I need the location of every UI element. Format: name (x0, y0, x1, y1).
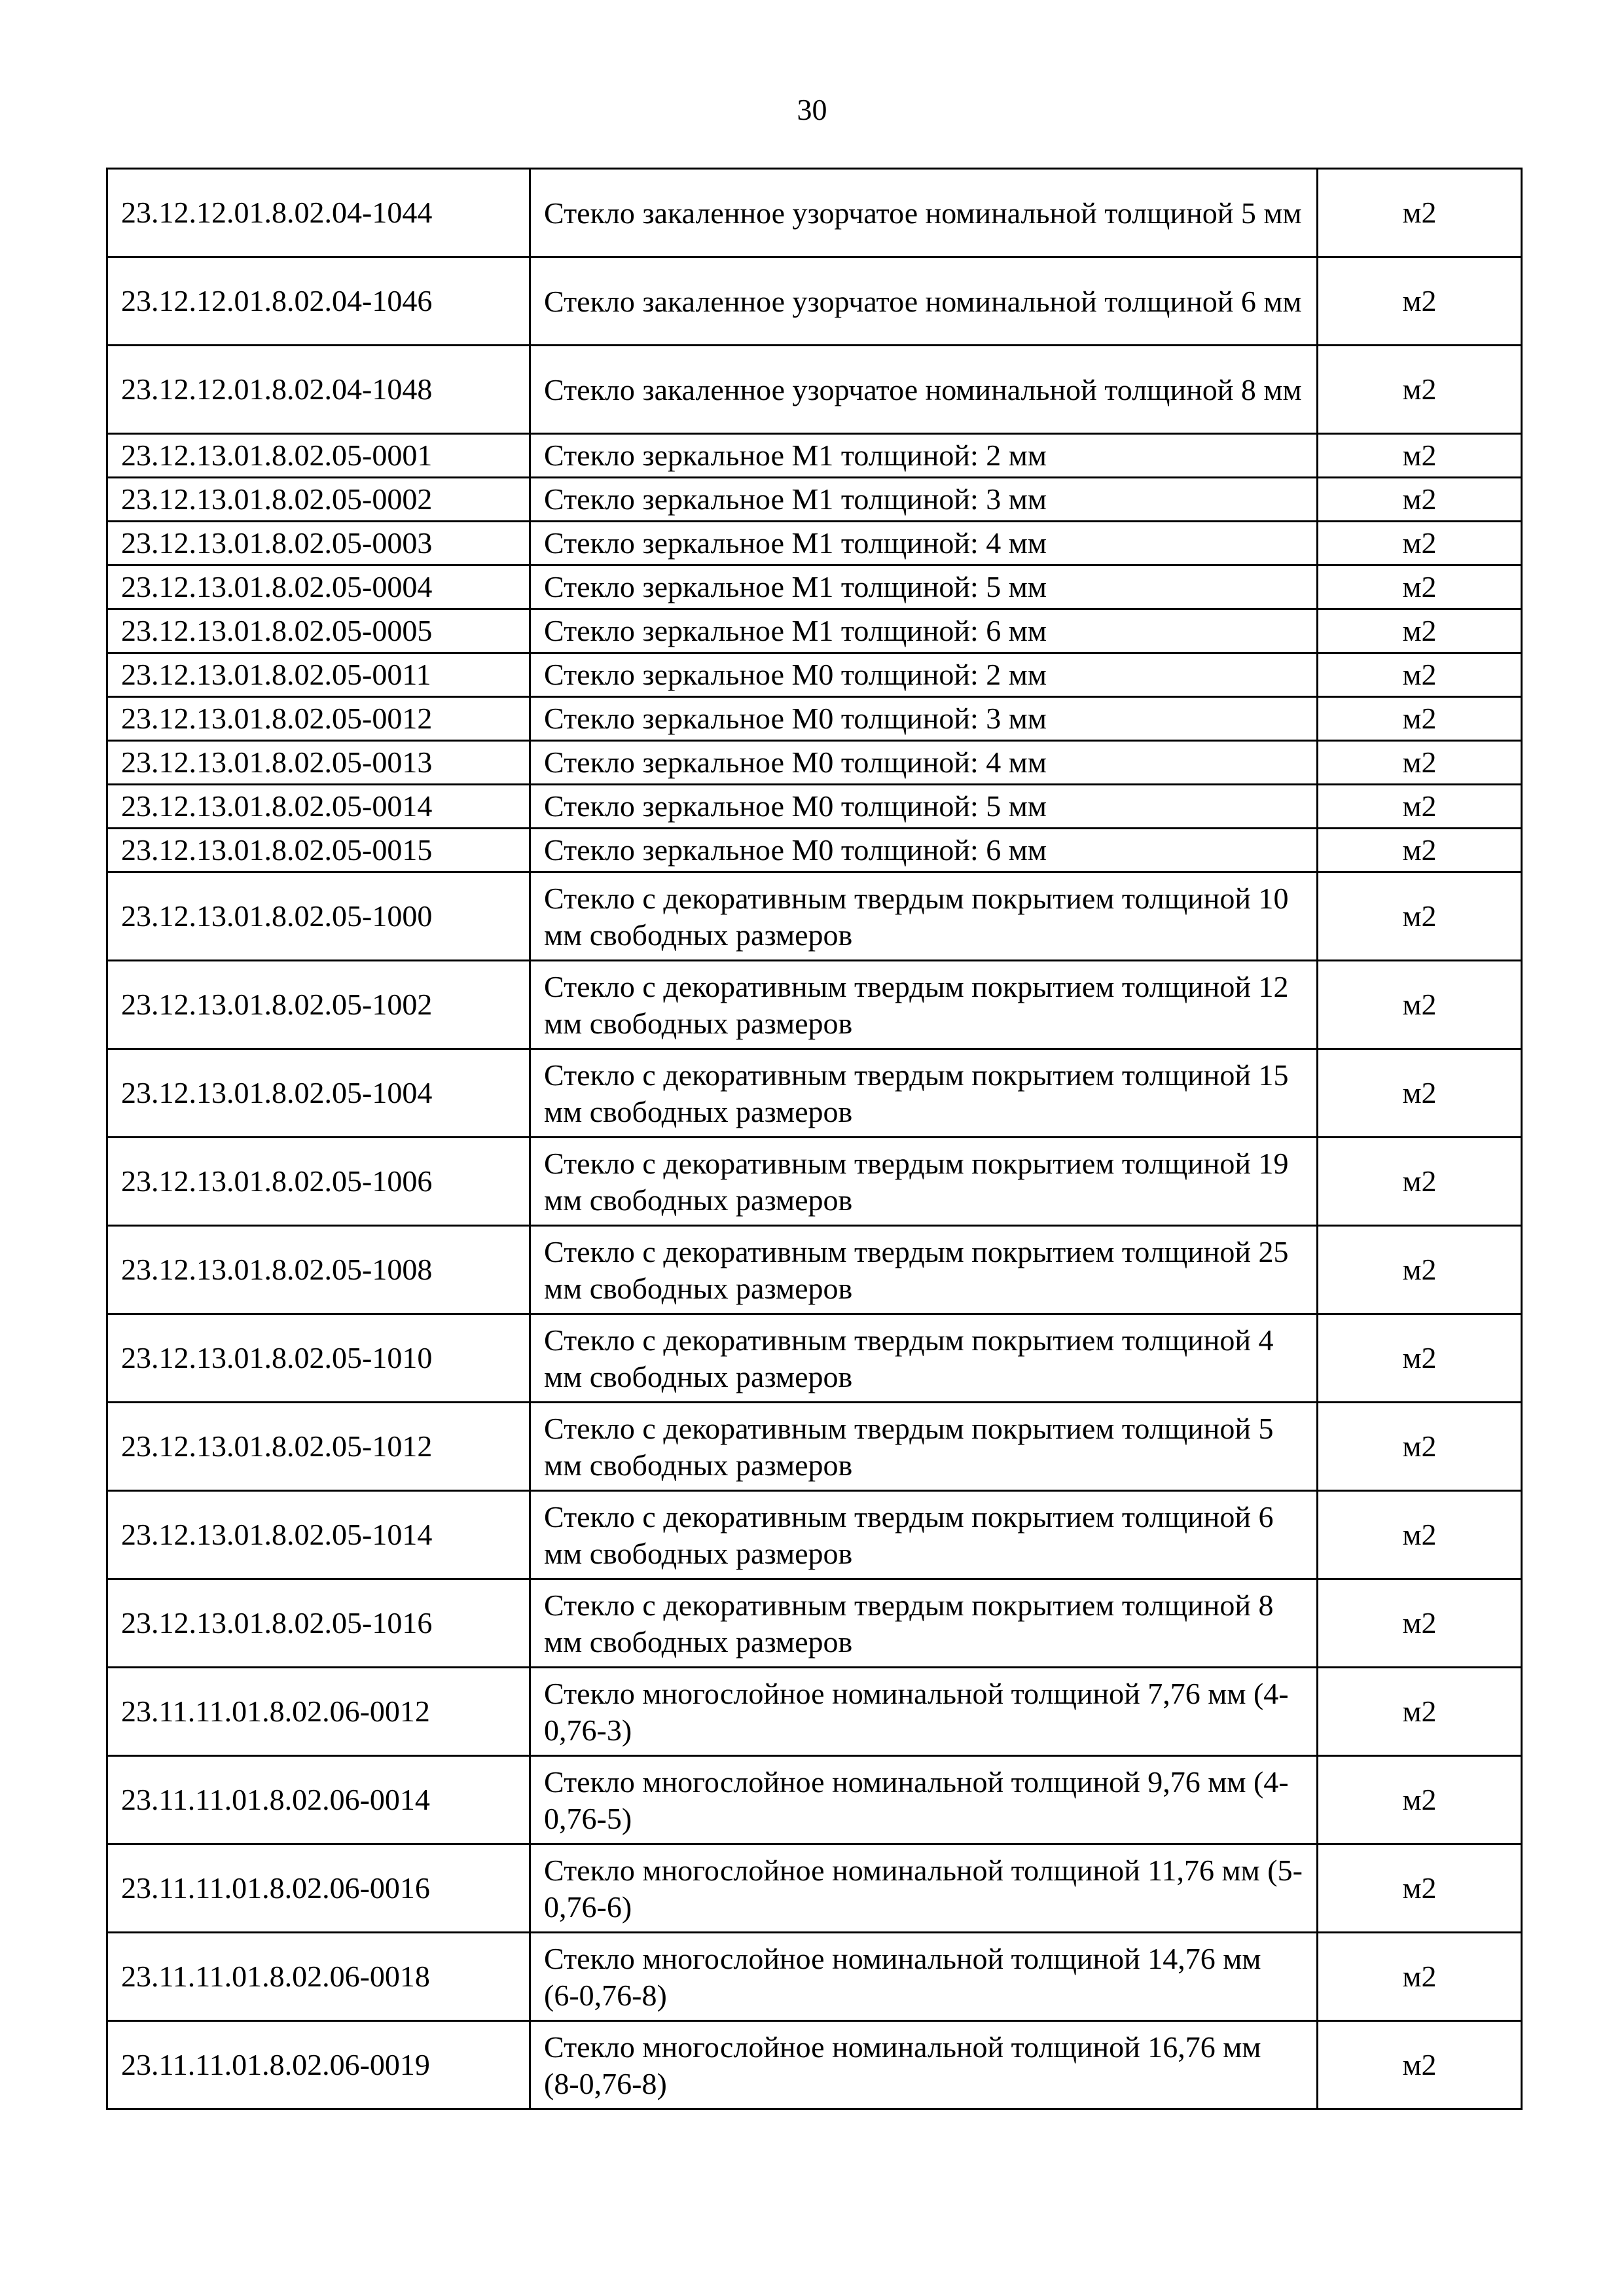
row-name: Стекло с декоративным твердым покрытием толщиной 15 мм свободных размеров (530, 1049, 1318, 1138)
row-unit: м2 (1318, 478, 1522, 522)
table-row (107, 346, 1522, 434)
row-name: Стекло зеркальное М1 толщиной: 5 мм (530, 565, 1318, 609)
table-row (107, 1226, 1522, 1314)
row-code: 23.11.11.01.8.02.06-0018 (107, 1933, 530, 2021)
row-name: Стекло многослойное номинальной толщиной 7,76 мм (4-0,76-3) (530, 1668, 1318, 1756)
row-name: Стекло с декоративным твердым покрытием толщиной 10 мм свободных размеров (530, 872, 1318, 961)
row-name: Стекло зеркальное М0 толщиной: 5 мм (530, 785, 1318, 829)
row-unit: м2 (1318, 169, 1522, 257)
row-name: Стекло закаленное узорчатое номинальной толщиной 8 мм (530, 346, 1318, 434)
table-row (107, 653, 1522, 697)
row-name: Стекло зеркальное М1 толщиной: 3 мм (530, 478, 1318, 522)
table-row (107, 1756, 1522, 1844)
row-name: Стекло многослойное номинальной толщиной 16,76 мм (8-0,76-8) (530, 2021, 1318, 2109)
row-unit: м2 (1318, 1138, 1522, 1226)
row-code: 23.12.12.01.8.02.04-1048 (107, 346, 530, 434)
page-number: 30 (797, 93, 827, 126)
row-code: 23.12.13.01.8.02.05-1004 (107, 1049, 530, 1138)
row-name: Стекло с декоративным твердым покрытием толщиной 12 мм свободных размеров (530, 961, 1318, 1049)
row-code: 23.12.13.01.8.02.05-1002 (107, 961, 530, 1049)
table-row (107, 1844, 1522, 1933)
row-unit: м2 (1318, 346, 1522, 434)
row-unit: м2 (1318, 1226, 1522, 1314)
row-unit: м2 (1318, 1491, 1522, 1579)
table-row (107, 565, 1522, 609)
row-code: 23.11.11.01.8.02.06-0016 (107, 1844, 530, 1933)
row-name: Стекло многослойное номинальной толщиной 14,76 мм (6-0,76-8) (530, 1933, 1318, 2021)
table-row (107, 2021, 1522, 2109)
row-name: Стекло закаленное узорчатое номинальной толщиной 6 мм (530, 257, 1318, 346)
table-row (107, 522, 1522, 565)
row-code: 23.11.11.01.8.02.06-0019 (107, 2021, 530, 2109)
table-row (107, 1049, 1522, 1138)
table-row (107, 697, 1522, 741)
row-name: Стекло зеркальное М0 толщиной: 3 мм (530, 697, 1318, 741)
row-name: Стекло с декоративным твердым покрытием толщиной 5 мм свободных размеров (530, 1403, 1318, 1491)
table-row (107, 741, 1522, 785)
row-unit: м2 (1318, 741, 1522, 785)
row-unit: м2 (1318, 697, 1522, 741)
row-unit: м2 (1318, 872, 1522, 961)
table-row (107, 169, 1522, 257)
row-unit: м2 (1318, 257, 1522, 346)
row-code: 23.12.13.01.8.02.05-0002 (107, 478, 530, 522)
row-unit: м2 (1318, 653, 1522, 697)
row-unit: м2 (1318, 1403, 1522, 1491)
row-name: Стекло зеркальное М1 толщиной: 2 мм (530, 434, 1318, 478)
row-name: Стекло многослойное номинальной толщиной 9,76 мм (4-0,76-5) (530, 1756, 1318, 1844)
row-code: 23.12.13.01.8.02.05-1010 (107, 1314, 530, 1403)
resource-table (106, 168, 1523, 2110)
table-row (107, 478, 1522, 522)
row-unit: м2 (1318, 1844, 1522, 1933)
row-unit: м2 (1318, 434, 1522, 478)
row-unit: м2 (1318, 1756, 1522, 1844)
row-name: Стекло зеркальное М0 толщиной: 2 мм (530, 653, 1318, 697)
row-code: 23.12.12.01.8.02.04-1046 (107, 257, 530, 346)
row-unit: м2 (1318, 1933, 1522, 2021)
row-code: 23.12.12.01.8.02.04-1044 (107, 169, 530, 257)
table-row (107, 434, 1522, 478)
row-unit: м2 (1318, 1314, 1522, 1403)
row-code: 23.11.11.01.8.02.06-0014 (107, 1756, 530, 1844)
row-code: 23.12.13.01.8.02.05-1012 (107, 1403, 530, 1491)
table-row (107, 1933, 1522, 2021)
row-name: Стекло зеркальное М1 толщиной: 4 мм (530, 522, 1318, 565)
row-code: 23.12.13.01.8.02.05-1000 (107, 872, 530, 961)
row-code: 23.12.13.01.8.02.05-0013 (107, 741, 530, 785)
table-row (107, 961, 1522, 1049)
table-row (107, 1314, 1522, 1403)
row-code: 23.12.13.01.8.02.05-0005 (107, 609, 530, 653)
row-unit: м2 (1318, 785, 1522, 829)
row-code: 23.12.13.01.8.02.05-0012 (107, 697, 530, 741)
row-code: 23.12.13.01.8.02.05-1016 (107, 1579, 530, 1668)
row-unit: м2 (1318, 565, 1522, 609)
row-unit: м2 (1318, 1668, 1522, 1756)
row-name: Стекло зеркальное М0 толщиной: 4 мм (530, 741, 1318, 785)
table-row (107, 785, 1522, 829)
table-row (107, 1138, 1522, 1226)
row-unit: м2 (1318, 522, 1522, 565)
row-name: Стекло многослойное номинальной толщиной 11,76 мм (5-0,76-6) (530, 1844, 1318, 1933)
row-unit: м2 (1318, 2021, 1522, 2109)
table-row (107, 257, 1522, 346)
row-code: 23.12.13.01.8.02.05-0011 (107, 653, 530, 697)
table-row (107, 1491, 1522, 1579)
row-code: 23.12.13.01.8.02.05-1006 (107, 1138, 530, 1226)
row-code: 23.12.13.01.8.02.05-0014 (107, 785, 530, 829)
row-code: 23.12.13.01.8.02.05-0015 (107, 829, 530, 872)
row-code: 23.12.13.01.8.02.05-1014 (107, 1491, 530, 1579)
row-unit: м2 (1318, 609, 1522, 653)
row-code: 23.12.13.01.8.02.05-0001 (107, 434, 530, 478)
row-unit: м2 (1318, 829, 1522, 872)
row-unit: м2 (1318, 1049, 1522, 1138)
row-name: Стекло с декоративным твердым покрытием толщиной 19 мм свободных размеров (530, 1138, 1318, 1226)
row-unit: м2 (1318, 1579, 1522, 1668)
table-body (107, 169, 1522, 2109)
row-unit: м2 (1318, 961, 1522, 1049)
table-row (107, 829, 1522, 872)
row-code: 23.12.13.01.8.02.05-0003 (107, 522, 530, 565)
table-row (107, 872, 1522, 961)
row-code: 23.12.13.01.8.02.05-0004 (107, 565, 530, 609)
row-name: Стекло зеркальное М0 толщиной: 6 мм (530, 829, 1318, 872)
row-name: Стекло с декоративным твердым покрытием толщиной 6 мм свободных размеров (530, 1491, 1318, 1579)
table-row (107, 1403, 1522, 1491)
table-row (107, 609, 1522, 653)
row-code: 23.11.11.01.8.02.06-0012 (107, 1668, 530, 1756)
row-name: Стекло с декоративным твердым покрытием толщиной 8 мм свободных размеров (530, 1579, 1318, 1668)
row-name: Стекло с декоративным твердым покрытием толщиной 4 мм свободных размеров (530, 1314, 1318, 1403)
row-name: Стекло с декоративным твердым покрытием толщиной 25 мм свободных размеров (530, 1226, 1318, 1314)
row-name: Стекло закаленное узорчатое номинальной толщиной 5 мм (530, 169, 1318, 257)
table-row (107, 1668, 1522, 1756)
table-row (107, 1579, 1522, 1668)
row-name: Стекло зеркальное М1 толщиной: 6 мм (530, 609, 1318, 653)
row-code: 23.12.13.01.8.02.05-1008 (107, 1226, 530, 1314)
